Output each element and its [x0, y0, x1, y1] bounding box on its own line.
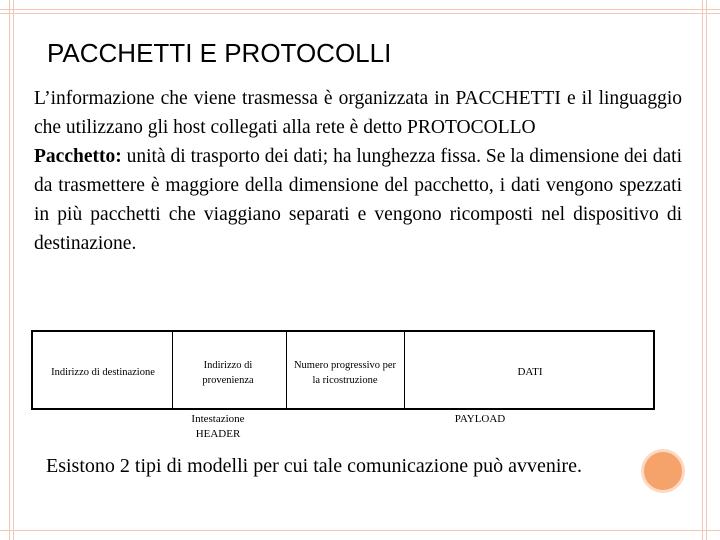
payload-label: PAYLOAD	[454, 413, 506, 425]
frame-left-line	[9, 0, 10, 540]
decorative-circle	[641, 449, 685, 493]
cell-separator	[286, 332, 287, 408]
frame-top-line-2	[0, 13, 720, 14]
header-label-line1: Intestazione	[191, 413, 245, 425]
header-label	[170, 412, 266, 442]
cell-destination: Indirizzo di destinazione	[51, 367, 155, 378]
frame-top-line	[0, 9, 720, 10]
header-label-line2: HEADER	[195, 428, 241, 440]
cell-separator	[172, 332, 173, 408]
cell-sequence-number: Numero progressivo per la ricostruzione	[293, 360, 397, 386]
cell-source: Indirizzo di provenienza	[202, 360, 254, 386]
frame-right-line	[702, 0, 703, 540]
cell-data: DATI	[517, 366, 543, 378]
slide-title: PACCHETTI E PROTOCOLLI	[47, 38, 392, 68]
slide-body	[34, 84, 682, 258]
definition-paragraph	[34, 142, 682, 258]
footer-paragraph: Esistono 2 tipi di modelli per cui tale comunicazione può avvenire.	[46, 455, 582, 477]
definition-text: unità di trasporto dei dati; ha lunghezza fissa. Se la dimensione dei dati da trasmettere è maggiore della dimensione del pacchetto, i dati vengono spezzati in più pacchetti che viaggiano separati e vengono ricomposti nel dispositivo di destinazione.	[34, 146, 682, 254]
frame-left-line-2	[13, 0, 14, 540]
definition-term: Pacchetto:	[34, 146, 122, 167]
intro-paragraph: L’informazione che viene trasmessa è organizzata in PACCHETTI e il linguaggio che utilizzano gli host collegati alla rete è detto PROTOCOLLO	[34, 88, 682, 138]
frame-bottom-line	[0, 530, 720, 531]
packet-diagram	[31, 330, 655, 410]
frame-right-line-2	[706, 0, 707, 540]
